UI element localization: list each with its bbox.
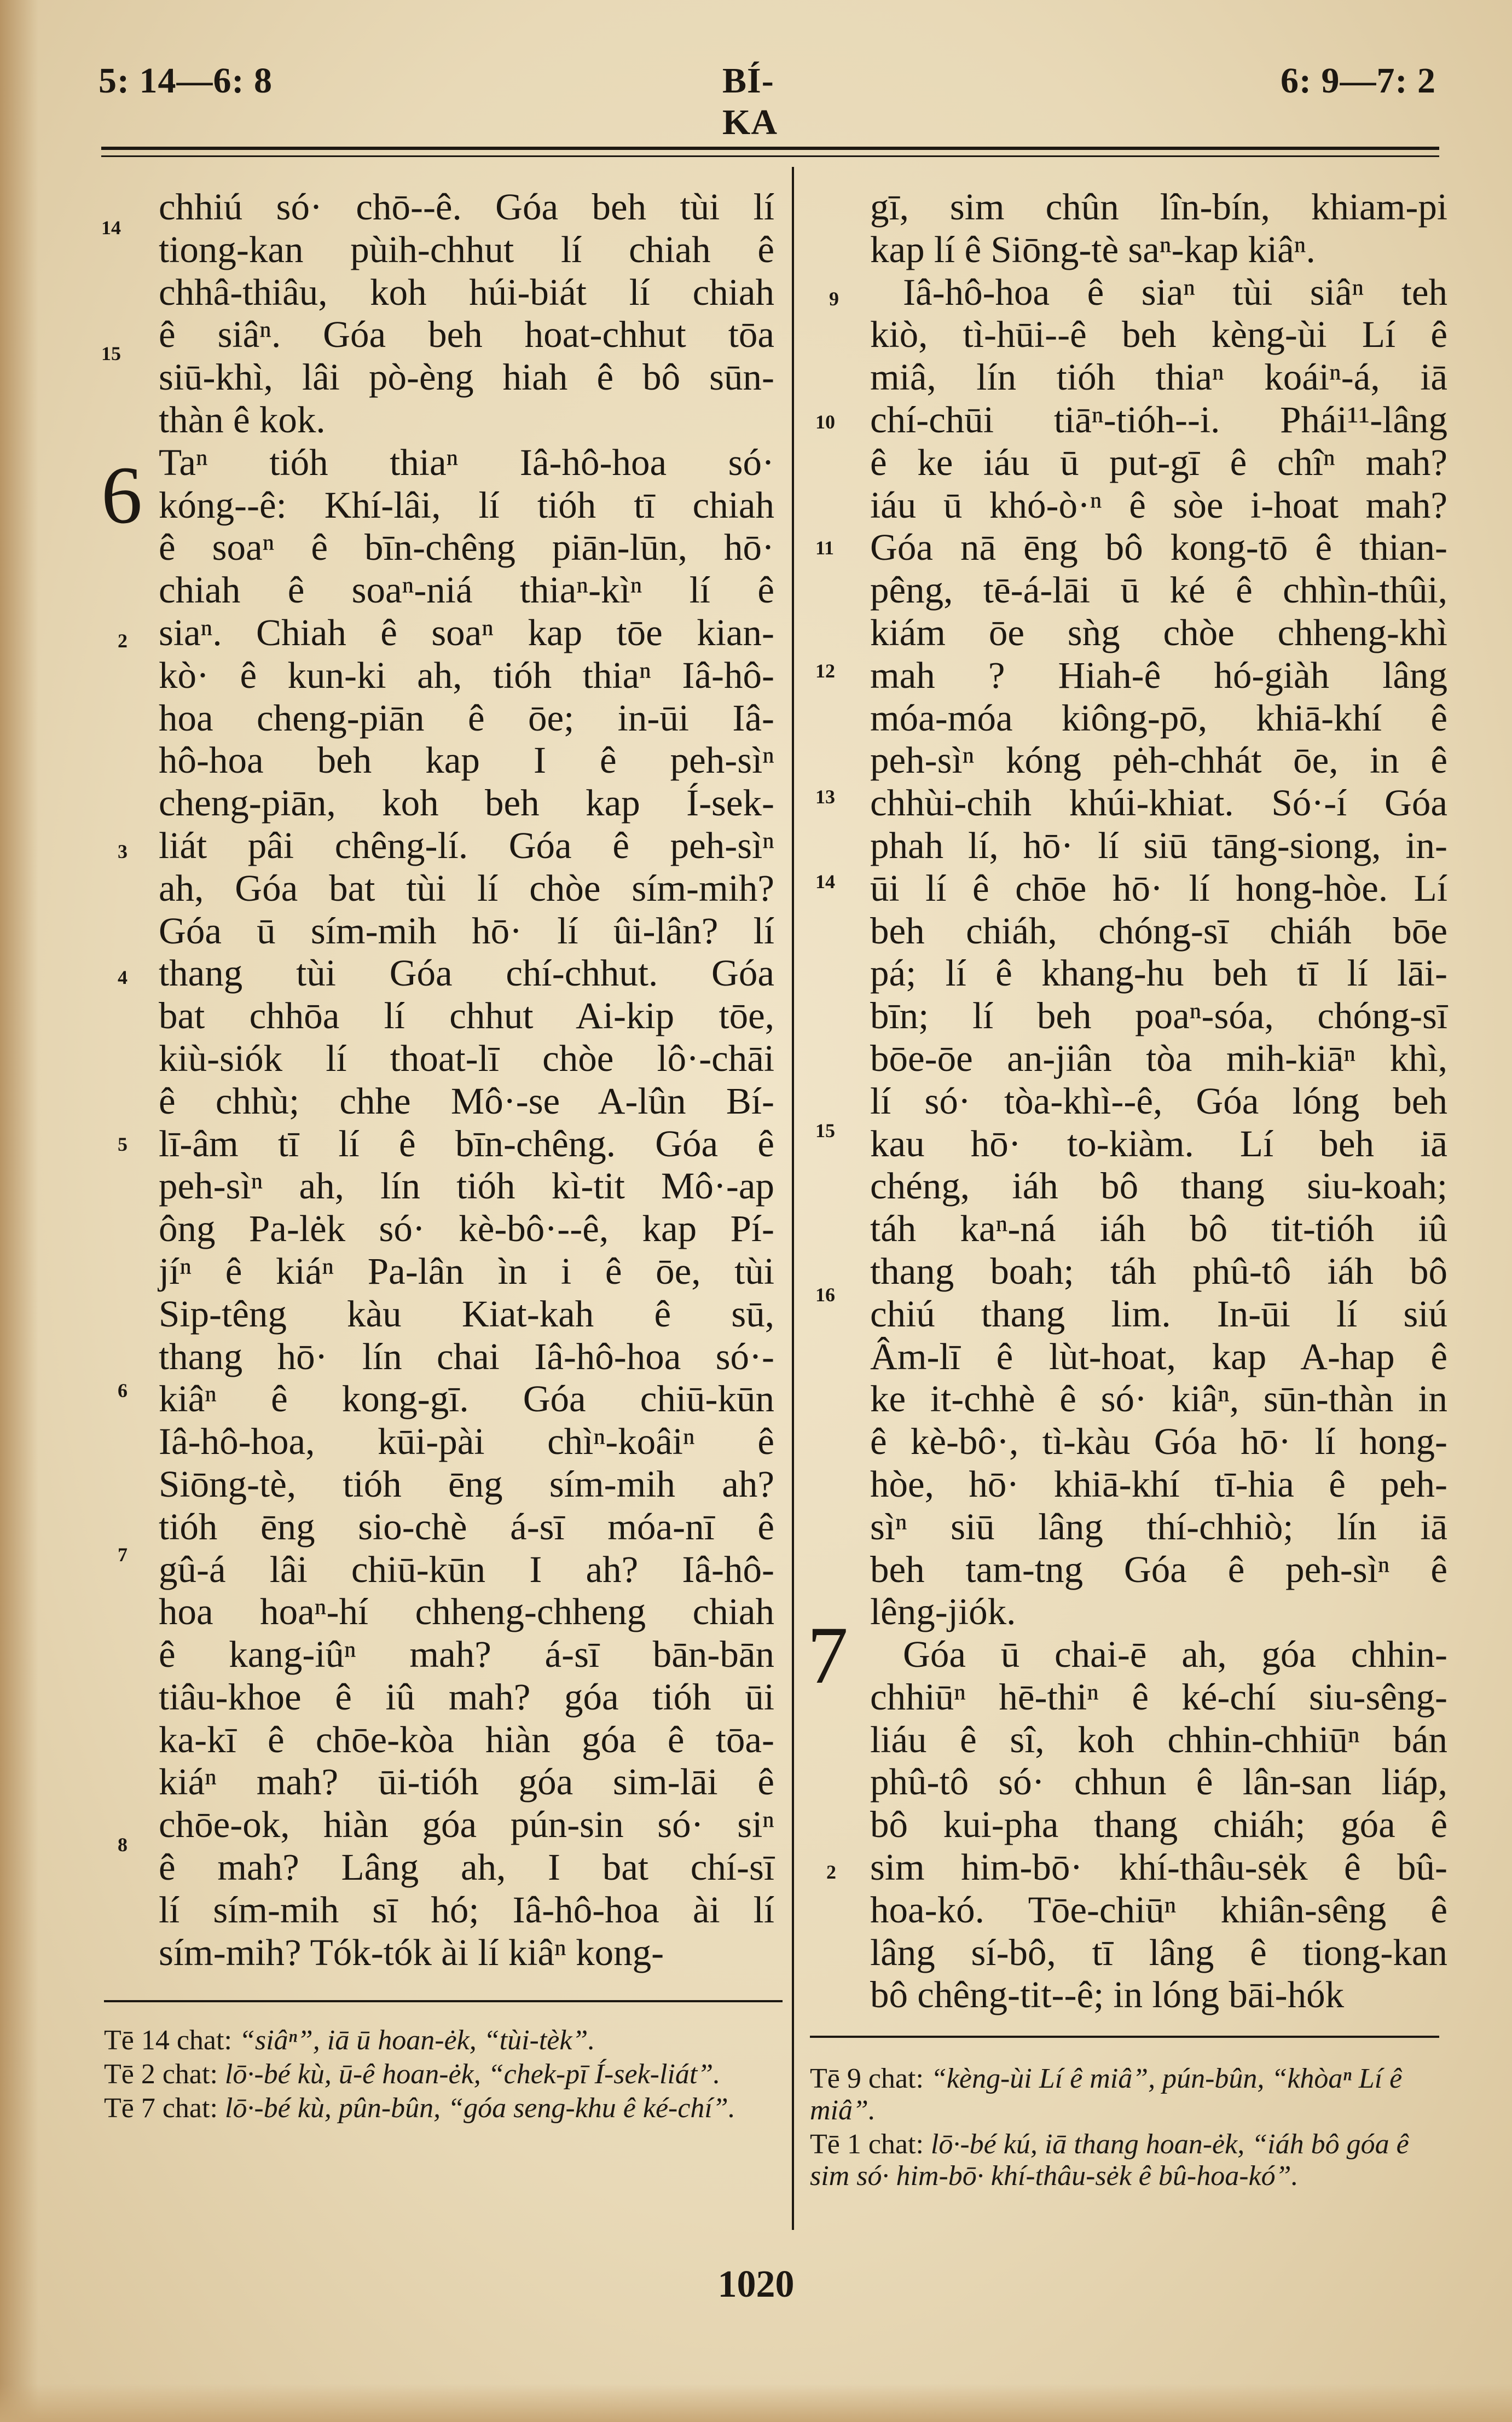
text-line: kiáⁿ mah? ūi-tióh góa sim-lāi ê bbox=[159, 1761, 774, 1803]
verse-number: 16 bbox=[815, 1284, 835, 1306]
header-rule-thick bbox=[101, 147, 1439, 150]
verse-number: 10 bbox=[815, 411, 835, 433]
text-line: bat chhōa lí chhut Ai-kip tōe, bbox=[159, 995, 774, 1037]
footnote bbox=[104, 2059, 766, 2090]
verse-number: 12 bbox=[815, 660, 835, 682]
text-line: chéng, iáh bô thang siu-koah; bbox=[870, 1165, 1447, 1207]
footnote bbox=[810, 2063, 1439, 2127]
text-line: ê kang-iûⁿ mah? á-sī bān-bān bbox=[159, 1633, 774, 1676]
text-line: beh chiáh, chóng-sī chiáh bōe bbox=[870, 909, 1447, 952]
text-line: Âm-lī ê lùt-hoat, kap A-hap ê bbox=[870, 1335, 1447, 1377]
text-line: chí-chūi tiāⁿ-tióh--i. Phái¹¹-lâng bbox=[870, 398, 1447, 441]
verse-number: 14 bbox=[815, 871, 835, 893]
text-line: lâng sí-bô, tī lâng ê tiong-kan bbox=[870, 1931, 1447, 1973]
text-line: peh-sìⁿ ah, lín tióh kì-tit Mô·-ap bbox=[159, 1165, 774, 1207]
text-line: Sip-têng kàu Kiat-kah ê sū, bbox=[159, 1293, 774, 1335]
right-column-text bbox=[870, 186, 1447, 2017]
text-line: chhiūⁿ hē-thiⁿ ê ké-chí siu-sêng- bbox=[870, 1676, 1447, 1718]
text-line: hoa cheng-piān ê ōe; in-ūi Iâ- bbox=[159, 697, 774, 739]
footnote bbox=[810, 2129, 1439, 2192]
verse-number: 5 bbox=[118, 1133, 128, 1155]
text-line: ke it-chhè ê só· kiâⁿ, sūn-thàn in bbox=[870, 1378, 1447, 1420]
text-line: phû-tô só· chhun ê lân-san liáp, bbox=[870, 1761, 1447, 1803]
text-line: gû-á lâi chiū-kūn I ah? Iâ-hô- bbox=[159, 1548, 774, 1590]
text-line: chōe-ok, hiàn góa pún-sin só· siⁿ bbox=[159, 1804, 774, 1846]
text-line: ê siâⁿ. Góa beh hoat-chhut tōa bbox=[159, 314, 774, 356]
footnote-text: lō·-bé kù, pûn-bûn, “góa seng-khu ê ké-chí”. bbox=[224, 2093, 735, 2124]
footnote-label: Tē 7 chat: bbox=[104, 2093, 225, 2124]
text-line: chhâ-thiâu, koh húi-biát lí chiah bbox=[159, 271, 774, 313]
footnote-label: Tē 1 chat: bbox=[810, 2129, 931, 2160]
footnote-text: “siâⁿ”, iā ū hoan-ėk, “tùi-tèk”. bbox=[239, 2025, 595, 2056]
text-line: gī, sim chûn lîn-bín, khiam-pi bbox=[870, 186, 1447, 228]
text-line: chiah ê soaⁿ-niá thiaⁿ-kìⁿ lí ê bbox=[159, 569, 774, 611]
text-line: beh tam-tng Góa ê peh-sìⁿ ê bbox=[870, 1548, 1447, 1590]
text-line: kiò, tì-hūi--ê beh kèng-ùi Lí ê bbox=[870, 314, 1447, 356]
text-line: thàn ê kok. bbox=[159, 398, 326, 441]
text-line: lí sím-mih sī hó; Iâ-hô-hoa ài lí bbox=[159, 1888, 774, 1931]
text-line: kóng--ê: Khí-lâi, lí tióh tī chiah bbox=[159, 484, 774, 526]
text-line: Iâ-hô-hoa ê siaⁿ tùi siâⁿ teh bbox=[903, 271, 1447, 313]
footnote-rule-right bbox=[810, 2036, 1439, 2038]
text-line: hô-hoa beh kap I ê peh-sìⁿ bbox=[159, 739, 774, 781]
header-book-title: BÍ-KA bbox=[722, 61, 778, 142]
verse-number: 13 bbox=[815, 786, 835, 808]
text-line: lī-âm tī lí ê bīn-chêng. Góa ê bbox=[159, 1122, 774, 1164]
text-line: ka-kī ê chōe-kòa hiàn góa ê tōa- bbox=[159, 1718, 774, 1760]
text-line: kap lí ê Siōng-tè saⁿ-kap kiâⁿ. bbox=[870, 228, 1316, 270]
text-line: iáu ū khó-ò·ⁿ ê sòe i-hoat mah? bbox=[870, 484, 1447, 526]
text-line: ê ke iáu ū put-gī ê chîⁿ mah? bbox=[870, 441, 1447, 483]
text-line: cheng-piān, koh beh kap Í-sek- bbox=[159, 782, 774, 824]
text-line: hoa-kó. Tōe-chiūⁿ khiân-sêng ê bbox=[870, 1888, 1447, 1931]
left-column-text bbox=[159, 186, 774, 1974]
footnote-text: “kèng-ùi Lí ê miâ”, pún-bûn, “khòaⁿ Lí ê miâ”. bbox=[810, 2063, 1403, 2126]
page-number: 1020 bbox=[717, 2263, 795, 2305]
text-line: kiâⁿ ê kong-gī. Góa chiū-kūn bbox=[159, 1378, 774, 1420]
text-line: phah lí, hō· lí siū tāng-siong, in- bbox=[870, 824, 1447, 866]
verse-number: 8 bbox=[118, 1834, 128, 1856]
text-line: chhùi-chih khúi-khiat. Só·-í Góa bbox=[870, 782, 1447, 824]
text-line: ah, Góa bat tùi lí chòe sím-mih? bbox=[159, 867, 774, 909]
text-line: Iâ-hô-hoa, kūi-pài chìⁿ-koâiⁿ ê bbox=[159, 1421, 774, 1463]
text-line: pêng, tē-á-lāi ū ké ê chhìn-thûi, bbox=[870, 569, 1447, 611]
header-right-reference: 6: 9—7: 2 bbox=[1281, 61, 1436, 101]
text-line: Góa nā ēng bô kong-tō ê thian- bbox=[870, 526, 1447, 569]
text-line: tióh ēng sio-chè á-sī móa-nī ê bbox=[159, 1505, 774, 1548]
verse-number: 11 bbox=[815, 537, 835, 559]
footnotes-right bbox=[810, 2063, 1439, 2194]
text-line: siū-khì, lâi pò-èng hiah ê bô sūn- bbox=[159, 356, 774, 398]
text-line: ūi lí ê chōe hō· lí hong-hòe. Lí bbox=[870, 867, 1447, 909]
column-divider bbox=[792, 167, 794, 2230]
text-line: bô kui-pha thang chiáh; góa ê bbox=[870, 1804, 1447, 1846]
text-line: ê kè-bô·, tì-kàu Góa hō· lí hong- bbox=[870, 1421, 1447, 1463]
text-line: ông Pa-lėk só· kè-bô·--ê, kap Pí- bbox=[159, 1208, 774, 1250]
text-line: Góa ū chai-ē ah, góa chhin- bbox=[903, 1633, 1447, 1676]
verse-number: 4 bbox=[118, 966, 128, 988]
verse-number: 15 bbox=[101, 343, 121, 364]
text-line: móa-móa kiông-pō, khiā-khí ê bbox=[870, 697, 1447, 739]
text-line: siaⁿ. Chiah ê soaⁿ kap tōe kian- bbox=[159, 611, 774, 653]
text-line: hoa hoaⁿ-hí chheng-chheng chiah bbox=[159, 1591, 774, 1633]
verse-number: 2 bbox=[826, 1861, 836, 1883]
text-line: kiám ōe sǹg chòe chheng-khì bbox=[870, 611, 1447, 653]
text-line: pá; lí ê khang-hu beh tī lí lāi- bbox=[870, 952, 1447, 994]
footnote-label: Tē 14 chat: bbox=[104, 2025, 239, 2056]
footnote-rule-left bbox=[104, 2000, 783, 2002]
page-shadow-left bbox=[0, 0, 38, 2422]
text-line: chhiú só· chō--ê. Góa beh tùi lí bbox=[159, 186, 774, 228]
text-line: lêng-jiók. bbox=[870, 1591, 1016, 1633]
text-line: thang hō· lín chai Iâ-hô-hoa só·- bbox=[159, 1335, 774, 1377]
footnote bbox=[104, 2093, 766, 2124]
text-line: tiong-kan pùih-chhut lí chiah ê bbox=[159, 228, 774, 270]
text-line: bōe-ōe an-jiân tòa mih-kiāⁿ khì, bbox=[870, 1037, 1447, 1079]
footnote-text: lō·-bé kù, ū-ê hoan-ėk, “chek-pī Í-sek-liát”. bbox=[224, 2059, 721, 2090]
text-line: thang tùi Góa chí-chhut. Góa bbox=[159, 952, 774, 994]
text-line: ê chhù; chhe Mô·-se A-lûn Bí- bbox=[159, 1080, 774, 1122]
text-line: Siōng-tè, tióh ēng sím-mih ah? bbox=[159, 1463, 774, 1505]
text-line: bô chêng-tit--ê; in lóng bāi-hók bbox=[870, 1974, 1345, 2016]
verse-number: 7 bbox=[118, 1544, 128, 1566]
text-line: Taⁿ tióh thiaⁿ Iâ-hô-hoa só· bbox=[159, 441, 774, 483]
footnote bbox=[104, 2025, 766, 2056]
verse-number: 6 bbox=[118, 1380, 128, 1401]
text-line: sim him-bō· khí-thâu-sėk ê bû- bbox=[870, 1846, 1447, 1888]
verse-number: 3 bbox=[118, 841, 128, 862]
verse-number: 15 bbox=[815, 1120, 835, 1142]
text-line: ê soaⁿ ê bīn-chêng piān-lūn, hō· bbox=[159, 526, 774, 569]
text-line: ê mah? Lâng ah, I bat chí-sī bbox=[159, 1846, 774, 1888]
text-line: mah ? Hiah-ê hó-giàh lâng bbox=[870, 654, 1447, 696]
text-line: Góa ū sím-mih hō· lí ûi-lân? lí bbox=[159, 909, 774, 952]
text-line: liáu ê sî, koh chhin-chhiūⁿ bán bbox=[870, 1718, 1447, 1760]
chapter-number-7: 7 bbox=[807, 1610, 848, 1701]
text-line: kiù-siók lí thoat-lī chòe lô·-chāi bbox=[159, 1037, 774, 1079]
text-line: liát pâi chêng-lí. Góa ê peh-sìⁿ bbox=[159, 824, 774, 866]
footnote-label: Tē 9 chat: bbox=[810, 2063, 931, 2094]
text-line: kò· ê kun-ki ah, tióh thiaⁿ Iâ-hô- bbox=[159, 654, 774, 696]
text-line: kau hō· to-kiàm. Lí beh iā bbox=[870, 1122, 1447, 1164]
verse-number: 9 bbox=[829, 288, 839, 310]
text-line: miâ, lín tióh thiaⁿ koáiⁿ-á, iā bbox=[870, 356, 1447, 398]
text-line: sìⁿ siū lâng thí-chhiò; lín iā bbox=[870, 1505, 1447, 1548]
text-line: peh-sìⁿ kóng pėh-chhát ōe, in ê bbox=[870, 739, 1447, 781]
text-line: táh kaⁿ-ná iáh bô tit-tióh iû bbox=[870, 1208, 1447, 1250]
chapter-number-6: 6 bbox=[101, 450, 142, 541]
footnotes-left bbox=[104, 2025, 766, 2127]
text-line: lí só· tòa-khì--ê, Góa lóng beh bbox=[870, 1080, 1447, 1122]
footnote-text: lō·-bé kú, iā thang hoan-ėk, “iáh bô góa ê sim só· him-bō· khí-thâu-sėk ê bû-hoa-kó”. bbox=[810, 2129, 1409, 2192]
text-line: chiú thang lim. In-ūi lí siú bbox=[870, 1293, 1447, 1335]
header-rule-thin bbox=[101, 155, 1439, 157]
text-line: tiâu-khoe ê iû mah? góa tióh ūi bbox=[159, 1676, 774, 1718]
text-line: hòe, hō· khiā-khí tī-hia ê peh- bbox=[870, 1463, 1447, 1505]
text-line: thang boah; táh phû-tô iáh bô bbox=[870, 1250, 1447, 1292]
verse-number: 2 bbox=[118, 630, 128, 652]
footnote-label: Tē 2 chat: bbox=[104, 2059, 225, 2090]
header-left-reference: 5: 14—6: 8 bbox=[99, 61, 273, 101]
verse-number: 14 bbox=[101, 217, 121, 239]
text-line: bīn; lí beh poaⁿ-sóa, chóng-sī bbox=[870, 995, 1447, 1037]
text-line: jíⁿ ê kiáⁿ Pa-lân ìn i ê ōe, tùi bbox=[159, 1250, 774, 1292]
text-line: sím-mih? Tók-tók ài lí kiâⁿ kong- bbox=[159, 1931, 664, 1973]
page-shadow-bottom bbox=[0, 2384, 1512, 2422]
